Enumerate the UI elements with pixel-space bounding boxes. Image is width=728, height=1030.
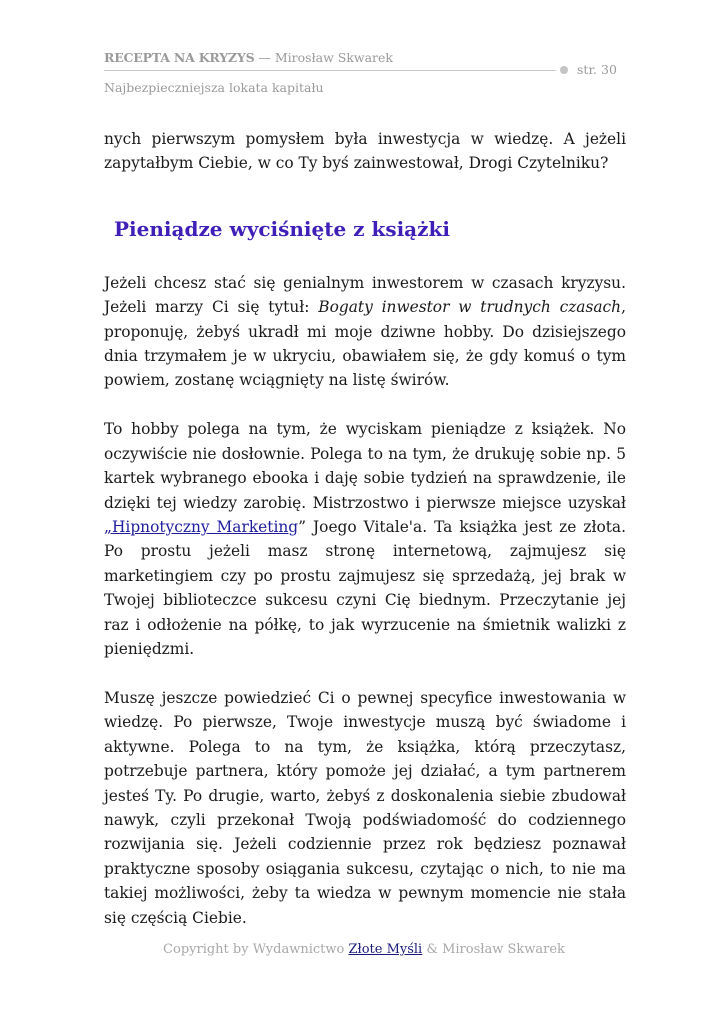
book-title-italic: Bogaty inwestor w trudnych czasach xyxy=(318,298,622,317)
page-header xyxy=(104,50,624,102)
paragraph-1-text-b: , proponuję, żebyś ukradł mi moje dziwne hobby. Do dzisiejszego dnia trzymałem je w ukryciu, obawiałem się, że gdy komuś o tym powiem, zostanę wciągnięty na listę świrów. xyxy=(104,298,626,390)
paragraph-1-text-a: Jeżeli chcesz stać się genialnym inwestorem w czasach kryzysu. Jeżeli marzy Ci się tytuł: xyxy=(104,273,626,317)
book-title: RECEPTA NA KRYZYS xyxy=(104,50,255,65)
running-title xyxy=(104,50,393,65)
footer-suffix: & Mirosław Skwarek xyxy=(422,942,565,957)
section-heading: Pieniądze wyciśnięte z książki xyxy=(114,216,450,241)
page-number: str. 30 xyxy=(577,62,617,77)
paragraph-1 xyxy=(104,271,626,393)
publisher-link[interactable]: Złote Myśli xyxy=(348,942,423,957)
continuation-paragraph: nych pierwszym pomysłem była inwestycja w wiedzę. A jeżeli zapytałbym Ciebie, w co Ty byś zainwestował, Drogi Czytelniku? xyxy=(104,130,626,173)
bullet-icon xyxy=(560,66,568,74)
hipnotyczny-marketing-link[interactable]: „Hipnotyczny Marketing xyxy=(104,517,299,536)
paragraph-2 xyxy=(104,417,626,661)
header-rule xyxy=(104,70,556,71)
paragraph-2-text-a: To hobby polega na tym, że wyciskam pieniądze z książek. No oczywiście nie dosłownie. Polega to na tym, że drukuję sobie np. 5 kartek wybranego ebooka i daję sobie tydzień na sprawdzenie, ile dzięki tej wiedzy zarobię. Mistrzostwo i pierwsze miejsce uzyskał xyxy=(104,420,626,512)
paragraph-2-text-b: ” Joego Vitale'a. Ta książka jest ze złota. Po prostu jeżeli masz stronę internetową, zajmujesz się marketingiem czy po prostu zajmujesz się sprzedażą, jej brak w Twojej biblioteczce sukcesu czyni Cię biednym. Przeczytanie jej raz i odłożenie na półkę, to jak wyrzucenie na śmietnik walizki z pieniędzmi. xyxy=(104,517,626,658)
title-dash: — xyxy=(258,50,271,65)
page-body xyxy=(104,127,626,954)
chapter-title: Najbezpieczniejsza lokata kapitału xyxy=(104,80,324,95)
page-footer xyxy=(0,942,728,957)
footer-prefix: Copyright by Wydawnictwo xyxy=(163,942,349,957)
author-name: Mirosław Skwarek xyxy=(274,50,394,65)
paragraph-3: Muszę jeszcze powiedzieć Ci o pewnej specyfice inwestowania w wiedzę. Po pierwsze, Twoje inwestycje muszą być świadome i aktywne. Polega to na tym, że książka, którą przeczytasz, potrzebuje partnera, który pomoże jej działać, a tym partnerem jesteś Ty. Po drugie, warto, żebyś z doskonalenia siebie zbudował nawyk, czyli przekonał Twoją podświadomość do codziennego rozwijania się. Jeżeli codziennie przez rok będziesz poznawał praktyczne sposoby osiągania sukcesu, czytając o nich, to nie ma takiej możliwości, żeby ta wiedza w pewnym momencie nie stała się częścią Ciebie. xyxy=(104,688,626,927)
